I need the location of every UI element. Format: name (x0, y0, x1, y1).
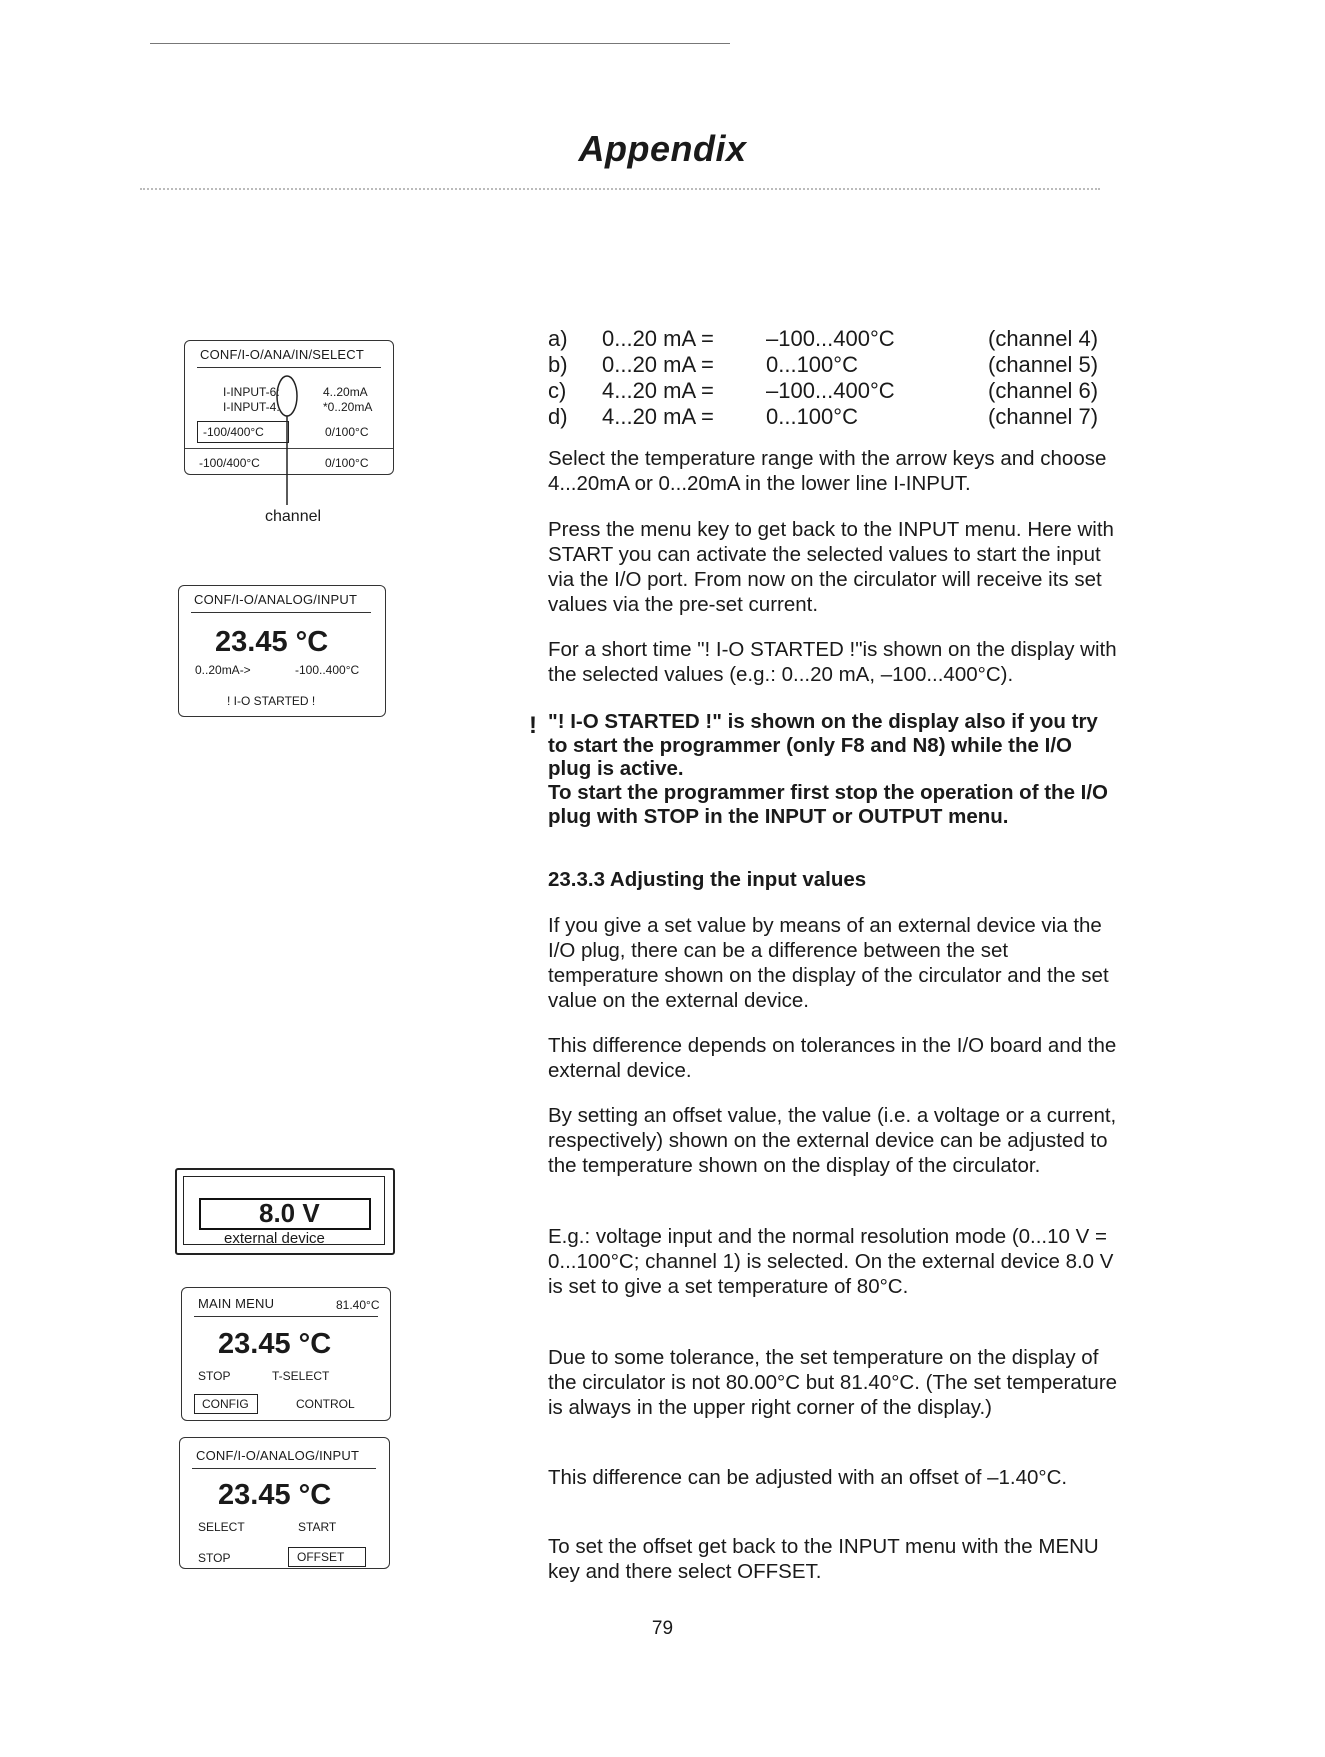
display-header: CONF/I-O/ANA/IN/SELECT (200, 347, 365, 362)
note-paragraph: To start the programmer first stop the operation of the I/O plug with STOP in the INPUT or OUTPUT menu. (548, 781, 1108, 828)
range-output: –100...400°C (766, 326, 895, 351)
set-temperature: 81.40°C (336, 1298, 380, 1312)
paragraph: This difference can be adjusted with an offset of –1.40°C. (548, 1466, 1068, 1489)
range-input: 4...20 mA = (602, 404, 714, 429)
range-channel: (channel 4) (988, 326, 1099, 351)
header-line (194, 1316, 378, 1317)
paragraph: To set the offset get back to the INPUT menu with the MENU key and there select OFFSET. (548, 1535, 1099, 1583)
range-row (548, 378, 1118, 404)
input-started-display (178, 585, 386, 717)
page-title: Appendix (578, 128, 747, 169)
range-output: 0...100°C (766, 404, 858, 429)
range-input: 0...20 mA = (602, 352, 714, 377)
external-device-display (175, 1168, 395, 1255)
select-row3-left: -100/400°C (203, 425, 264, 439)
channel-caption: channel (265, 508, 322, 525)
range-row (548, 352, 1118, 378)
temperature-readout: 23.45 °C (215, 626, 329, 658)
range-letter: c) (548, 378, 567, 403)
select-row2-left: I-INPUT-4: (223, 400, 280, 414)
range-channel: (channel 7) (988, 404, 1099, 429)
paragraph: For a short time "! I-O STARTED !"is shown on the display with the selected values (e.g.: 0...20 mA, –100...400°C). (548, 638, 1117, 686)
menu-t-select: T-SELECT (272, 1369, 330, 1383)
range-input: 4...20 mA = (602, 378, 714, 403)
range-letter: d) (548, 404, 568, 429)
menu-offset: OFFSET (297, 1550, 345, 1564)
range-channel: (channel 6) (988, 378, 1099, 403)
paragraph: Press the menu key to get back to the INPUT menu. Here with START you can activate the selected values to start the input via the I/O port. From now on the circulator will receive its set values via the pre-set current. (548, 518, 1114, 616)
range-output: -100..400°C (295, 663, 360, 677)
range-input: 0..20mA-> (195, 663, 251, 677)
external-voltage: 8.0 V (259, 1198, 320, 1228)
range-input: 0...20 mA = (602, 326, 714, 351)
header-line (192, 1468, 376, 1469)
temperature-readout: 23.45 °C (218, 1328, 332, 1360)
status-text: ! I-O STARTED ! (227, 694, 316, 708)
range-row (548, 326, 1118, 352)
menu-control: CONTROL (296, 1397, 355, 1411)
page-number: 79 (651, 1618, 674, 1639)
paragraph: If you give a set value by means of an external device via the I/O plug, there can be a difference between the set temperature shown on the display of the circulator and the set value on the external device. (548, 914, 1109, 1012)
range-table (548, 326, 1118, 430)
range-output: –100...400°C (766, 378, 895, 403)
section-heading: 23.3.3 Adjusting the input values (548, 868, 867, 891)
menu-stop: STOP (198, 1551, 231, 1565)
select-row2-right: *0..20mA (323, 400, 373, 414)
analog-input-display (179, 1437, 390, 1569)
main-menu-display (181, 1287, 391, 1421)
paragraph: Due to some tolerance, the set temperature on the display of the circulator is not 80.00°C but 81.40°C. (The set temperature is always in the upper right corner of the display.) (548, 1346, 1118, 1419)
select-row4-right: 0/100°C (325, 456, 369, 470)
title-rule (140, 188, 1100, 191)
menu-config: CONFIG (202, 1397, 249, 1411)
display-header: CONF/I-O/ANALOG/INPUT (196, 1448, 360, 1463)
range-letter: a) (548, 326, 568, 351)
temperature-readout: 23.45 °C (218, 1479, 332, 1511)
menu-start: START (298, 1520, 337, 1534)
range-letter: b) (548, 352, 568, 377)
note-paragraph: "! I-O STARTED !" is shown on the display also if you try to start the programmer (only F8 and N8) while the I/O plug is active. (548, 710, 1098, 780)
paragraph: E.g.: voltage input and the normal resolution mode (0...10 V = 0...100°C; channel 1) is selected. On the external device 8.0 V is set to give a set temperature of 80°C. (548, 1225, 1114, 1298)
warning-mark: ! (529, 712, 537, 739)
paragraph: Select the temperature range with the arrow keys and choose 4...20mA or 0...20mA in the lower line I-INPUT. (548, 447, 1107, 495)
top-rule (150, 43, 730, 44)
select-row4-left: -100/400°C (199, 456, 260, 470)
range-row (548, 404, 1118, 430)
paragraph: This difference depends on tolerances in the I/O board and the external device. (548, 1034, 1117, 1082)
range-output: 0...100°C (766, 352, 858, 377)
menu-stop: STOP (198, 1369, 231, 1383)
display-header: MAIN MENU (198, 1296, 275, 1311)
header-line (191, 612, 371, 613)
channel-pointer (184, 340, 404, 520)
external-label: external device (224, 1230, 325, 1247)
display-header: CONF/I-O/ANALOG/INPUT (194, 592, 358, 607)
select-row1-left: I-INPUT-6: (223, 385, 280, 399)
select-row3-right: 0/100°C (325, 425, 369, 439)
menu-select: SELECT (198, 1520, 245, 1534)
paragraph: By setting an offset value, the value (i.e. a voltage or a current, respectively) shown on the external device can be adjusted to the temperature shown on the display of the circulator. (548, 1104, 1117, 1177)
channel-circle (277, 376, 297, 416)
select-row1-right: 4..20mA (323, 385, 368, 399)
range-channel: (channel 5) (988, 352, 1099, 377)
